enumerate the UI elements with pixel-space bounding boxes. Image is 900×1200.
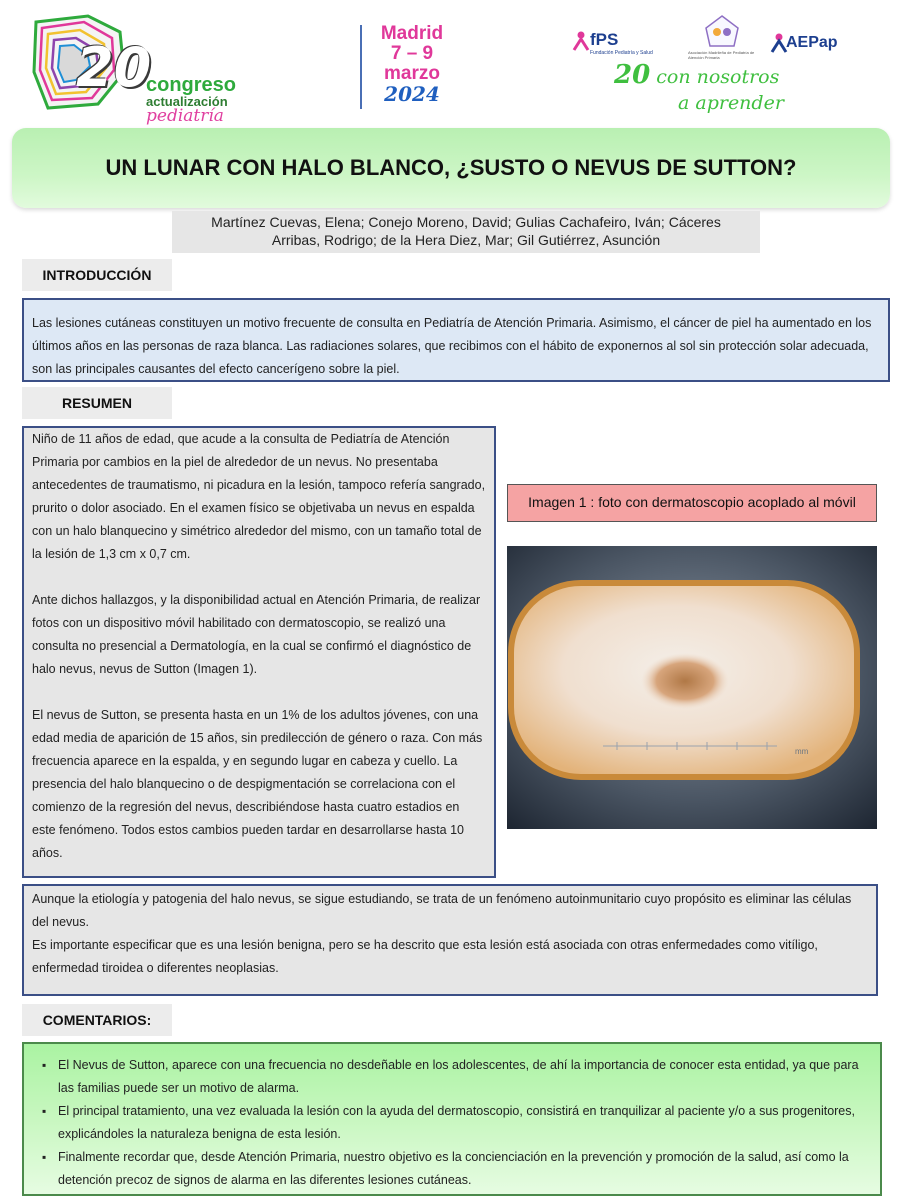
poster-title: UN LUNAR CON HALO BLANCO, ¿SUSTO O NEVUS DE SUTTON? bbox=[105, 155, 797, 180]
etiologia-box bbox=[22, 884, 878, 996]
comentario-item-1: ▪ El Nevus de Sutton, aparece con una frecuencia no desdeñable en los adolescentes, de ahí la importancia de conocer esta entidad, ya que para las familias puede ser un motivo de alarma. bbox=[46, 1054, 870, 1100]
resumen-paragraph-2: Ante dichos hallazgos, y la disponibilidad actual en Atención Primaria, de realizar fotos con un dispositivo móvil habilitado con dermatoscopio, se realizó una consulta no presencial a Dermatología, en la cual se confirmó el diagnóstico de halo nevus, nevus de Sutton (Imagen 1). bbox=[32, 593, 481, 676]
section-label-introduccion: INTRODUCCIÓN bbox=[22, 259, 172, 291]
comentario-item-3: ▪ Finalmente recordar que, desde Atención Primaria, nuestro objetivo es la concienciación en la prevención y promoción de la salud, así como la detención precoz de signos de alarma en las diferentes lesiones cutáneas. bbox=[46, 1146, 870, 1192]
introduccion-box bbox=[22, 298, 890, 382]
resumen-box bbox=[22, 426, 496, 878]
apm-logo bbox=[702, 14, 742, 48]
congress-word: congreso bbox=[146, 74, 237, 96]
congress-number: 20 bbox=[76, 36, 152, 99]
fps-subtitle: Fundación Pediatría y Salud bbox=[590, 50, 653, 56]
authors-box bbox=[172, 211, 760, 253]
congress-slogan bbox=[614, 62, 784, 116]
aepap-logo: AEPap bbox=[786, 34, 838, 51]
slogan-number: 20 bbox=[614, 60, 651, 90]
dermatoscope-photo-graphic bbox=[507, 546, 877, 829]
congress-subtitle: actualización bbox=[146, 94, 228, 109]
fps-person-icon bbox=[572, 30, 590, 52]
image-caption: Imagen 1 : foto con dermatoscopio acoplado al móvil bbox=[507, 484, 877, 522]
slogan-line2: a aprender bbox=[678, 92, 784, 114]
header-divider bbox=[360, 25, 362, 109]
comentario-item-2: ▪ El principal tratamiento, una vez evaluada la lesión con la ayuda del dermatoscopio, consistirá en tranquilizar al paciente y/o a sus progenitores, explicándoles la naturaleza benigna de esta lesión. bbox=[46, 1100, 870, 1146]
congress-specialty: pediatría bbox=[146, 106, 224, 126]
event-year: 2024 bbox=[384, 82, 440, 106]
slogan-line1: con nosotros bbox=[656, 66, 780, 88]
poster-header bbox=[0, 0, 900, 125]
congress-logo bbox=[28, 12, 268, 126]
event-days: 7 – 9 bbox=[390, 43, 434, 64]
authors-line-1: Martínez Cuevas, Elena; Conejo Moreno, David; Gulias Cachafeiro, Iván; Cáceres bbox=[211, 214, 721, 230]
photo-scale-label: mm bbox=[795, 747, 809, 756]
resumen-paragraph-1: Niño de 11 años de edad, que acude a la consulta de Pediatría de Atención Primaria por cambios en la piel de alrededor de un nevus. No presentaba antecedentes de traumatismo, ni picadura en la lesión, tampoco refería sangrado, prurito o dolor asociado. En el examen físico se objetivaba un nevus en espalda con un halo blanquecino y simétrico alrededor del mismo, con un tamaño total de la lesión de 1,3 cm x 0,7 cm. bbox=[32, 432, 486, 561]
comentarios-list bbox=[34, 1054, 870, 1192]
dermatoscope-photo bbox=[507, 546, 877, 829]
event-month: marzo bbox=[384, 63, 440, 84]
section-label-resumen: RESUMEN bbox=[22, 387, 172, 419]
section-label-comentarios: COMENTARIOS: bbox=[22, 1004, 172, 1036]
event-city: Madrid bbox=[380, 23, 444, 44]
authors-line-2: Arribas, Rodrigo; de la Hera Diez, Mar; Gil Gutiérrez, Asunción bbox=[271, 232, 661, 248]
resumen-paragraph-3: El nevus de Sutton, se presenta hasta en un 1% de los adultos jóvenes, con una edad media de aparición de 15 años, sin predilección de género o raza. Con más frecuencia aparece en la espalda, y en segundo lugar en cabeza y cuello. La presencia del halo blanquecino o de despigmentación se correlaciona con el comienzo de la regresión del nevus, describiéndose hasta cuatro estadios en este fenómeno. Todos estos cambios pueden tardar en desarrollarse hasta 10 años. bbox=[32, 708, 483, 860]
etiologia-paragraph-2: Es importante especificar que es una lesión benigna, pero se ha descrito que esta lesión está asociada con otras enfermedades como vitíligo, enfermedad tiroidea o diferentes neoplasias. bbox=[32, 938, 818, 975]
comentarios-box bbox=[22, 1042, 882, 1196]
fps-logo: fPS bbox=[590, 30, 619, 49]
etiologia-paragraph-1: Aunque la etiología y patogenia del halo nevus, se sigue estudiando, se trata de un fenómeno autoinmunitario cuyo propósito es eliminar las células del nevus. bbox=[32, 892, 852, 929]
title-banner bbox=[12, 128, 890, 208]
introduccion-text: Las lesiones cutáneas constituyen un motivo frecuente de consulta en Pediatría de Atención Primaria. Asimismo, el cáncer de piel ha aumentado en los últimos años en las personas de raza blanca. Las radiaciones solares, que recibimos con el hábito de exponernos al sol sin protección solar adecuada, son las principales causantes del efecto cancerígeno sobre la piel. bbox=[32, 316, 872, 376]
event-location-date bbox=[372, 24, 452, 104]
apm-subtitle: Asociación Madrileña de Pediatría de Atención Primaria bbox=[688, 50, 755, 60]
